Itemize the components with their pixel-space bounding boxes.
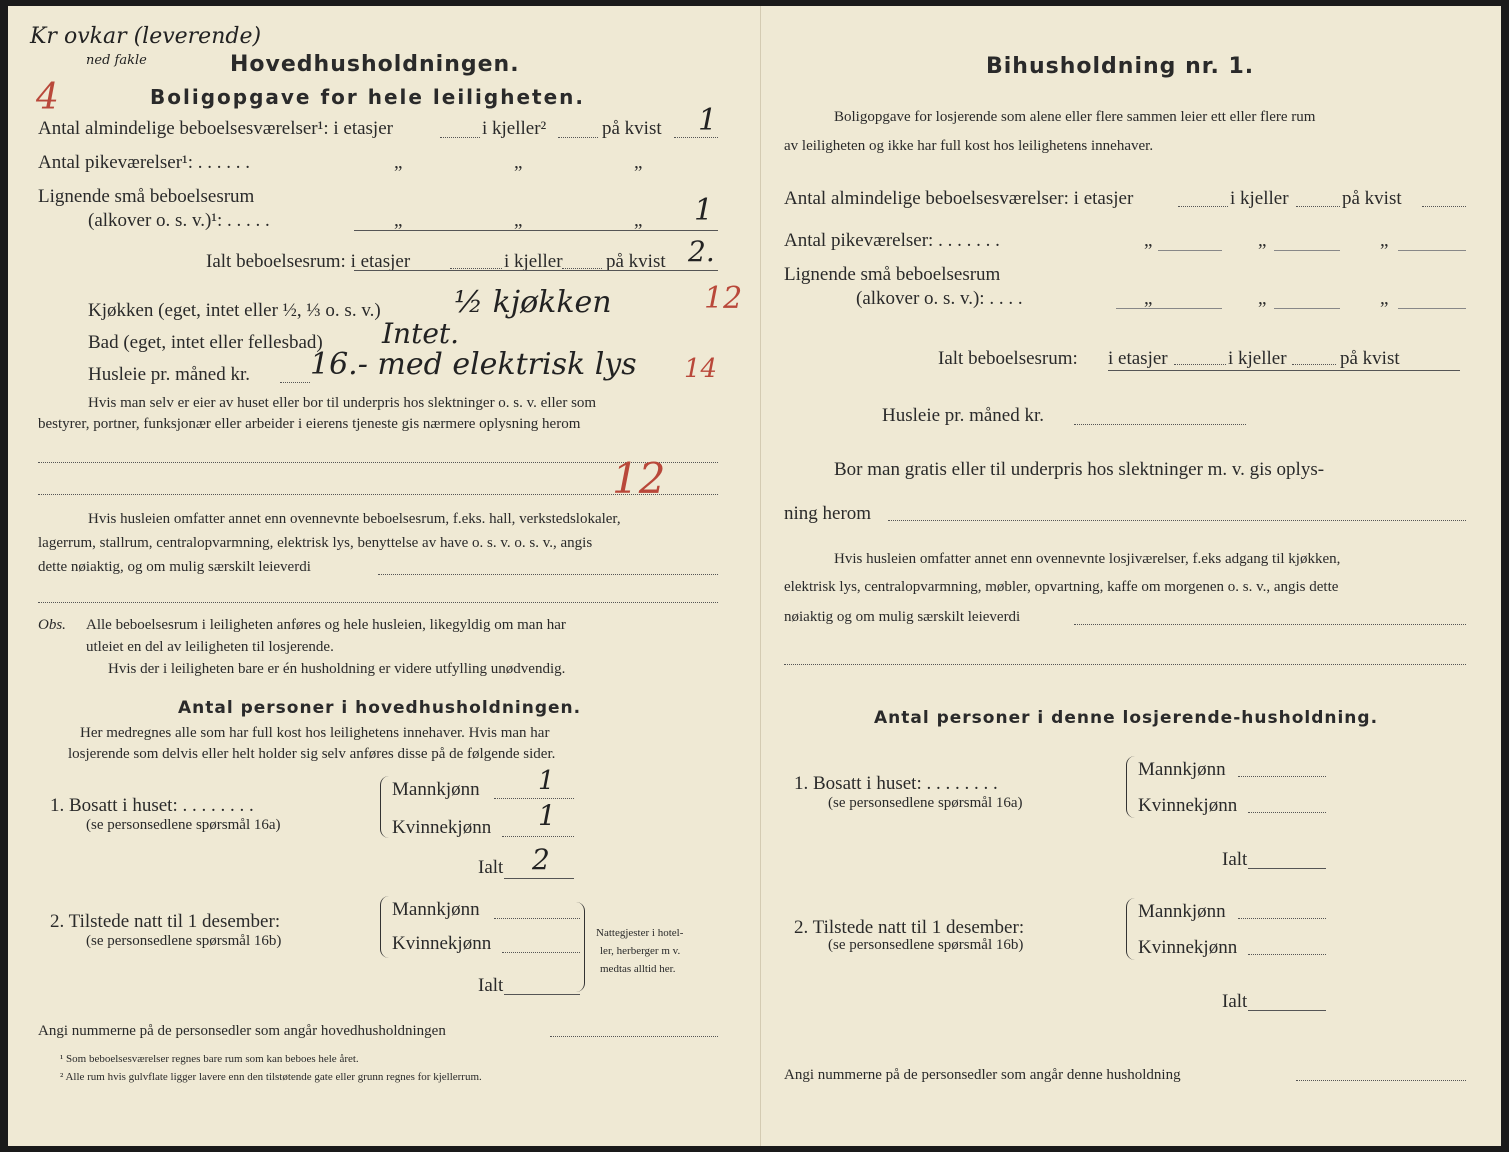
rooms-row1-kvist-label: på kvist — [602, 118, 662, 139]
r-note-field[interactable] — [1074, 624, 1466, 625]
hw-kitchen: ½ kjøkken — [454, 285, 612, 320]
r-q2-sub: (se personsedlene spørsmål 16b) — [828, 937, 1024, 953]
r-gratis-field[interactable] — [888, 520, 1466, 521]
obs-line1: Alle beboelsesrum i leiligheten anføres og hele husleien, likegyldig om man har — [86, 617, 566, 633]
r-gratis-1: Bor man gratis eller til underpris hos slektninger m. v. gis oplys- — [834, 459, 1325, 480]
hw-kvist-1: 1 — [698, 103, 718, 138]
r-total-etasjer-field[interactable] — [1174, 364, 1226, 365]
q1-ialt-label: Ialt — [478, 857, 504, 878]
hw-ialt-2: 2 — [532, 843, 550, 876]
ditto-mark: „ — [634, 210, 643, 231]
r-row1-kvist-field[interactable] — [1422, 206, 1466, 207]
hw-red-12: 12 — [612, 454, 666, 503]
ditto-mark: „ — [1380, 230, 1389, 251]
q1-kvinne-field[interactable] — [502, 836, 574, 837]
r-row2-field[interactable] — [1158, 250, 1222, 251]
handwritten-top-note-2: ned fakle — [86, 53, 147, 68]
r-q2-label: 2. Tilstede natt til 1 desember: — [794, 917, 1025, 938]
q2-right-brace — [576, 902, 585, 992]
obs-label: Obs. — [38, 617, 66, 633]
q2-mann-field[interactable] — [494, 918, 580, 919]
note2-answer-line[interactable] — [38, 602, 718, 603]
q1-mann-field[interactable] — [494, 798, 574, 799]
r-row1-label: Antal almindelige beboelsesværelser: i etasjer — [784, 188, 1134, 209]
r-q1-sub: (se personsedlene spørsmål 16a) — [828, 795, 1023, 811]
rent-field[interactable] — [280, 382, 310, 383]
r-row2-field[interactable] — [1274, 250, 1340, 251]
handwritten-red-number: 4 — [36, 77, 59, 118]
r-note-answer-line[interactable] — [784, 664, 1466, 665]
rooms-total-kjeller-label: i kjeller — [504, 251, 563, 272]
r-note-3: nøiaktig og om mulig særskilt leieverdi — [784, 609, 1021, 625]
ditto-mark: „ — [394, 152, 403, 173]
persons-intro-1: Her medregnes alle som har full kost hos leilighetens innehaver. Hvis man har — [80, 725, 550, 741]
r-q1-mann-field[interactable] — [1238, 776, 1326, 777]
r-row1-kjeller-label: i kjeller — [1230, 188, 1289, 209]
ditto-mark: „ — [1258, 230, 1267, 251]
q2-mann-label: Mannkjønn — [392, 899, 480, 920]
q2-label: 2. Tilstede natt til 1 desember: — [50, 911, 281, 932]
r-total-etasjer-label: i etasjer — [1108, 348, 1168, 369]
q2-kvinne-field[interactable] — [502, 952, 580, 953]
ditto-mark: „ — [1144, 288, 1153, 309]
r-row1-etasjer-field[interactable] — [1178, 206, 1228, 207]
q2-ialt-field[interactable] — [504, 994, 580, 995]
kitchen-label: Kjøkken (eget, intet eller ½, ⅓ o. s. v.) — [88, 300, 381, 321]
right-title: Bihusholdning nr. 1. — [986, 54, 1255, 79]
r-q1-brace — [1126, 756, 1135, 818]
rooms-total-kjeller-field[interactable] — [562, 268, 602, 269]
rooms-row3a-label: Lignende små beboelsesrum — [38, 186, 255, 207]
ditto-mark: „ — [514, 152, 523, 173]
r-q2-ialt-field[interactable] — [1248, 1010, 1326, 1011]
q1-sub: (se personsedlene spørsmål 16a) — [86, 817, 281, 833]
angi-label: Angi nummerne på de personsedler som angår hovedhusholdningen — [38, 1023, 446, 1039]
q2-ialt-label: Ialt — [478, 975, 504, 996]
hw-mann-1: 1 — [538, 766, 555, 796]
r-row3a-label: Lignende små beboelsesrum — [784, 264, 1001, 285]
r-q2-kvinne-label: Kvinnekjønn — [1138, 937, 1238, 958]
obs-line3: Hvis der i leiligheten bare er én husholdning er videre utfylling unødvendig. — [108, 661, 566, 677]
right-intro-2: av leiligheten og ikke har full kost hos leilighetens innehaver. — [784, 138, 1154, 154]
rooms-row1-kjeller-label: i kjeller² — [482, 118, 547, 139]
footnote-1: ¹ Som beboelsesværelser regnes bare rum som kan beboes hele året. — [60, 1053, 359, 1065]
left-subtitle: Boligopgave for hele leiligheten. — [150, 85, 585, 109]
r-gratis-2: ning herom — [784, 503, 872, 524]
r-q1-kvinne-label: Kvinnekjønn — [1138, 795, 1238, 816]
r-row1-kjeller-field[interactable] — [1296, 206, 1340, 207]
rent-label: Husleie pr. måned kr. — [88, 364, 250, 385]
rooms-total-kvist-label: på kvist — [606, 251, 666, 272]
q2-kvinne-label: Kvinnekjønn — [392, 933, 492, 954]
q2-sub: (se personsedlene spørsmål 16b) — [86, 933, 282, 949]
note2-line1: Hvis husleien omfatter annet enn ovennevnte beboelsesrum, f.eks. hall, verkstedslokaler, — [88, 511, 621, 527]
r-q2-mann-label: Mannkjønn — [1138, 901, 1226, 922]
ditto-mark: „ — [1380, 288, 1389, 309]
rooms-row3b-label: (alkover o. s. v.)¹: . . . . . — [88, 210, 270, 231]
handwritten-top-note: Kr ovkar (leverende) — [30, 24, 262, 49]
r-total-kjeller-label: i kjeller — [1228, 348, 1287, 369]
q1-kvinne-label: Kvinnekjønn — [392, 817, 492, 838]
hw-kitchen-red: 12 — [704, 281, 743, 316]
guests-note-2: ler, herberger m v. — [600, 945, 681, 957]
r-q2-ialt-label: Ialt — [1222, 991, 1248, 1012]
hw-bath: Intet. — [382, 317, 460, 350]
hw-rent-red: 14 — [684, 354, 718, 384]
ditto-mark: „ — [394, 210, 403, 231]
rooms-row1-kjeller-field[interactable] — [558, 137, 598, 138]
guests-note-1: Nattegjester i hotel- — [596, 927, 684, 939]
q1-label: 1. Bosatt i huset: . . . . . . . . — [50, 795, 254, 816]
census-form-page — [8, 6, 1501, 1146]
rooms-row1-label: Antal almindelige beboelsesværelser¹: i etasjer — [38, 118, 393, 139]
q1-brace — [380, 776, 389, 838]
r-q1-label: 1. Bosatt i huset: . . . . . . . . — [794, 773, 998, 794]
r-note-2: elektrisk lys, centralopvarmning, møbler, opvartning, kaffe om morgenen o. s. v., angis dette — [784, 579, 1339, 595]
angi-field[interactable] — [550, 1036, 718, 1037]
r-total-kvist-label: på kvist — [1340, 348, 1400, 369]
hw-total-2: 2. — [688, 235, 715, 268]
hw-kvinne-1: 1 — [538, 799, 556, 832]
page-fold — [760, 6, 761, 1146]
r-q1-ialt-field[interactable] — [1248, 868, 1326, 869]
r-row3-field[interactable] — [1116, 308, 1222, 309]
r-total-line — [1108, 370, 1460, 371]
guests-note-3: medtas alltid her. — [600, 963, 676, 975]
r-q1-kvinne-field[interactable] — [1248, 812, 1326, 813]
r-row3-field[interactable] — [1398, 308, 1466, 309]
note1-line1: Hvis man selv er eier av huset eller bor til underpris hos slektninger o. s. v. eller som — [88, 395, 597, 411]
note1-line2: bestyrer, portner, funksjonær eller arbeider i eierens tjeneste gis nærmere oplysning herom — [38, 416, 581, 432]
r-persons-title: Antal personer i denne losjerende-husholdning. — [874, 708, 1379, 728]
r-angi-field[interactable] — [1296, 1080, 1466, 1081]
r-q1-ialt-label: Ialt — [1222, 849, 1248, 870]
hw-alkove-1: 1 — [694, 193, 714, 228]
r-q1-mann-label: Mannkjønn — [1138, 759, 1226, 780]
right-intro-1: Boligopgave for losjerende som alene eller flere sammen leier ett eller flere rum — [834, 109, 1316, 125]
r-row2-field[interactable] — [1398, 250, 1466, 251]
bath-label: Bad (eget, intet eller fellesbad) — [88, 332, 323, 353]
note2-line2: lagerrum, stallrum, centralopvarmning, elektrisk lys, benyttelse av have o. s. v. o. s. v., angis — [38, 535, 593, 551]
footnote-2: ² Alle rum hvis gulvflate ligger lavere enn den tilstøtende gate eller grunn regnes for kjellerrum. — [60, 1071, 482, 1083]
r-q2-brace — [1126, 898, 1135, 960]
rooms-total-line — [354, 270, 718, 271]
persons-title: Antal personer i hovedhusholdningen. — [178, 698, 582, 718]
rooms-row2-label: Antal pikeværelser¹: . . . . . . — [38, 152, 251, 173]
r-row1-kvist-label: på kvist — [1342, 188, 1402, 209]
r-row3-field[interactable] — [1274, 308, 1340, 309]
persons-intro-2: losjerende som delvis eller helt holder sig selv anføres disse på de følgende sider. — [68, 746, 556, 762]
r-total-kjeller-field[interactable] — [1292, 364, 1336, 365]
rooms-total-label: Ialt beboelsesrum: i etasjer — [206, 251, 411, 272]
q1-mann-label: Mannkjønn — [392, 779, 480, 800]
r-total-label: Ialt beboelsesrum: — [938, 348, 1078, 369]
note2-answer-field[interactable] — [378, 574, 718, 575]
r-q2-mann-field[interactable] — [1238, 918, 1326, 919]
rooms-row3-line — [354, 230, 718, 231]
hw-rent: 16.- med elektrisk lys — [310, 347, 637, 382]
r-rent-field[interactable] — [1074, 424, 1246, 425]
q1-ialt-field[interactable] — [504, 878, 574, 879]
ditto-mark: „ — [1144, 230, 1153, 251]
r-q2-kvinne-field[interactable] — [1248, 954, 1326, 955]
ditto-mark: „ — [634, 152, 643, 173]
left-title: Hovedhusholdningen. — [230, 52, 520, 77]
rooms-row1-etasjer-field[interactable] — [440, 137, 480, 138]
note2-line3: dette nøiaktig, og om mulig særskilt leieverdi — [38, 559, 311, 575]
q2-brace — [380, 896, 389, 958]
rooms-total-etasjer-field[interactable] — [450, 268, 502, 269]
ditto-mark: „ — [514, 210, 523, 231]
r-row3b-label: (alkover o. s. v.): . . . . — [856, 288, 1023, 309]
r-rent-label: Husleie pr. måned kr. — [882, 405, 1044, 426]
ditto-mark: „ — [1258, 288, 1267, 309]
r-row2-label: Antal pikeværelser: . . . . . . . — [784, 230, 1000, 251]
r-angi-label: Angi nummerne på de personsedler som angår denne husholdning — [784, 1067, 1181, 1083]
r-note-1: Hvis husleien omfatter annet enn ovennevnte losjiværelser, f.eks adgang til kjøkken, — [834, 551, 1341, 567]
obs-line2: utleiet en del av leiligheten til losjerende. — [86, 639, 334, 655]
